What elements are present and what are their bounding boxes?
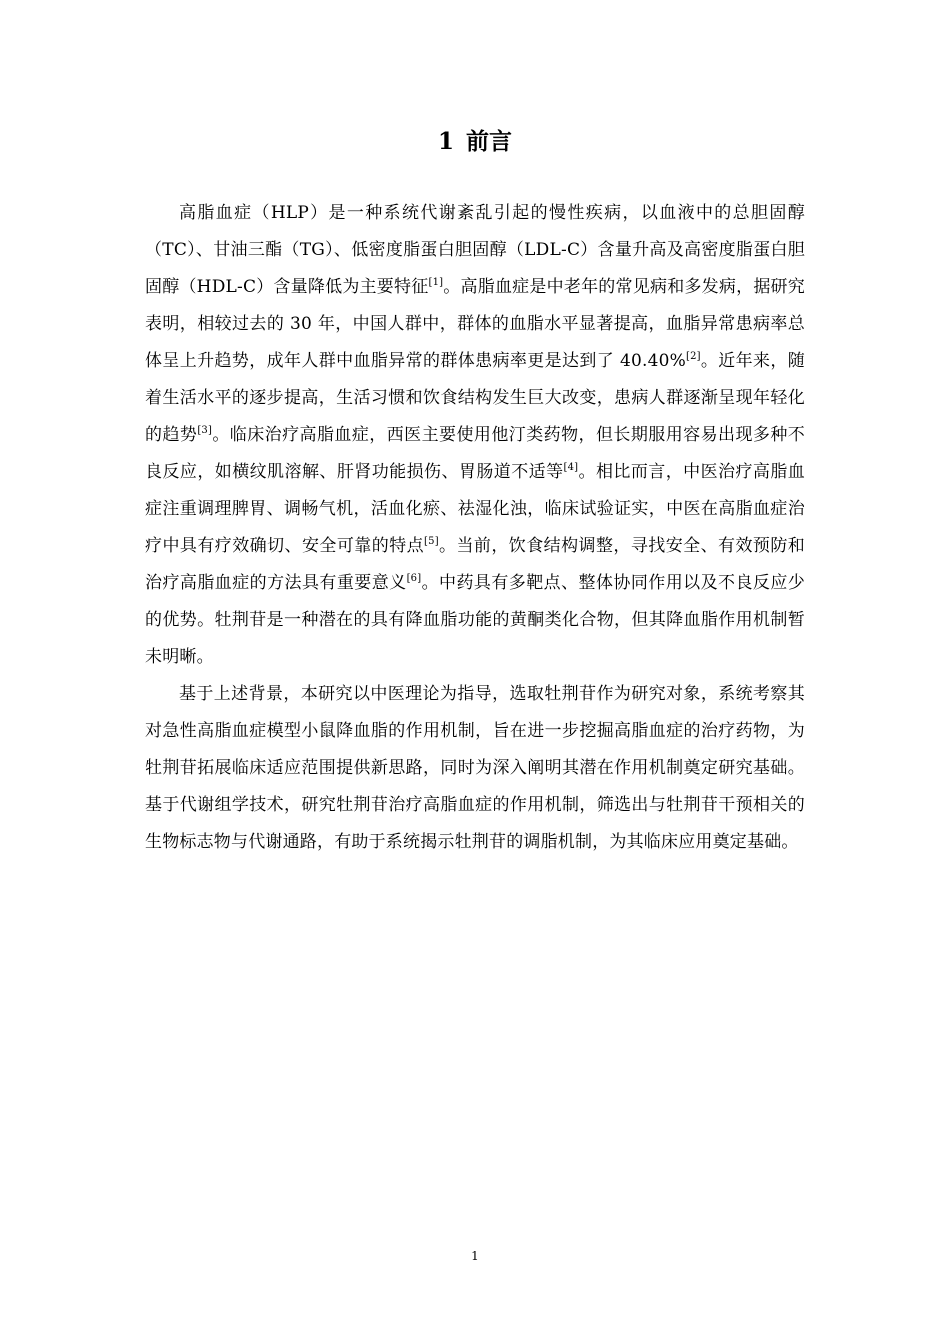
citation-marker: [4]	[563, 462, 579, 473]
paragraph-text: 。临床治疗高脂血症，西医主要使用他汀类药物，但长期服用容易出现多种不良反应，如横纹肌溶解、肝肾功能损伤、胃肠道不适等	[145, 425, 805, 482]
paragraph-text: 。高脂血症是中老年的常见病和多发病，据研究表明，相较过去的 30 年，中国人群中，群体的血脂水平显著提高，血脂异常患病率总体呈上升趋势，成年人群中血脂异常的群体患病率更是达到了 40.40%	[145, 277, 805, 371]
paragraph-text: 高脂血症（HLP）是一种系统代谢紊乱引起的慢性疾病，以血液中的总胆固醇（TC）、甘油三酯（TG）、低密度脂蛋白胆固醇（LDL-C）含量升高及高密度脂蛋白胆固醇（HDL-C）含量降低为主要特征	[145, 203, 805, 297]
section-title: 前言	[466, 128, 512, 155]
paragraph-text: 。近年来，随着生活水平的逐步提高，生活习惯和饮食结构发生巨大改变，患病人群逐渐呈现年轻化的趋势	[145, 351, 805, 445]
citation-marker: [6]	[406, 573, 422, 584]
body-paragraph	[145, 676, 805, 861]
paragraph-text: 。相比而言，中医治疗高脂血症注重调理脾胃、调畅气机，活血化瘀、祛湿化浊，临床试验证实，中医在高脂血症治疗中具有疗效确切、安全可靠的特点	[145, 462, 805, 556]
citation-marker: [2]	[685, 351, 701, 362]
section-heading	[0, 126, 950, 158]
paragraph-text: 。中药具有多靶点、整体协同作用以及不良反应少的优势。牡荆苷是一种潜在的具有降血脂功能的黄酮类化合物，但其降血脂作用机制暂未明晰。	[145, 573, 805, 667]
section-number: 1	[437, 128, 454, 155]
citation-marker: [5]	[424, 536, 439, 547]
citation-marker: [3]	[197, 425, 213, 436]
page-number: 1	[471, 1249, 479, 1263]
body-text	[145, 195, 805, 861]
citation-marker: [1]	[428, 277, 444, 288]
body-paragraph	[145, 195, 805, 676]
paragraph-text: 基于上述背景，本研究以中医理论为指导，选取牡荆苷作为研究对象，系统考察其对急性高脂血症模型小鼠降血脂的作用机制，旨在进一步挖掘高脂血症的治疗药物，为牡荆苷拓展临床适应范围提供新思路，同时为深入阐明其潜在作用机制奠定研究基础。基于代谢组学技术，研究牡荆苷治疗高脂血症的作用机制，筛选出与牡荆苷干预相关的生物标志物与代谢通路，有助于系统揭示牡荆苷的调脂机制，为其临床应用奠定基础。	[145, 684, 805, 852]
paragraph-text: 。当前，饮食结构调整，寻找安全、有效预防和治疗高脂血症的方法具有重要意义	[145, 536, 806, 593]
